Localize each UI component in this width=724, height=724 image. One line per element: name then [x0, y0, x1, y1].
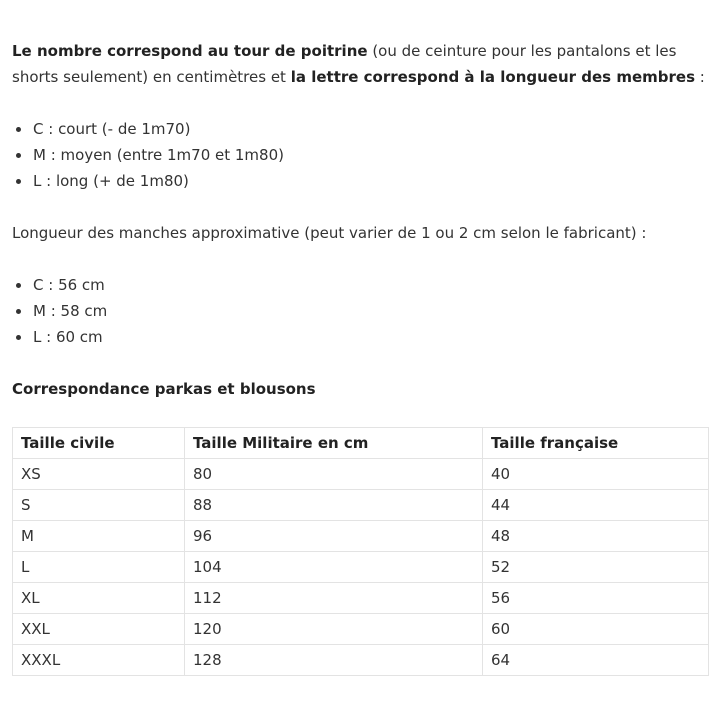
intro-bold-chest: Le nombre correspond au tour de poitrine [12, 42, 368, 60]
cell-civil: M [13, 521, 185, 552]
table-header-row [13, 428, 709, 459]
cell-military: 80 [185, 459, 483, 490]
cell-military: 128 [185, 645, 483, 676]
cell-military: 112 [185, 583, 483, 614]
length-list [12, 116, 712, 194]
cell-civil: S [13, 490, 185, 521]
list-item: C : court (- de 1m70) [33, 116, 712, 142]
header-french-size: Taille française [483, 428, 709, 459]
list-item: M : 58 cm [33, 298, 712, 324]
list-item: M : moyen (entre 1m70 et 1m80) [33, 142, 712, 168]
section-title: Correspondance parkas et blousons [12, 380, 316, 398]
table-row [13, 490, 709, 521]
table-row [13, 521, 709, 552]
list-item: L : 60 cm [33, 324, 712, 350]
intro-text-colon: : [695, 68, 705, 86]
cell-civil: XXXL [13, 645, 185, 676]
cell-french: 44 [483, 490, 709, 521]
cell-civil: XL [13, 583, 185, 614]
cell-french: 40 [483, 459, 709, 490]
cell-military: 88 [185, 490, 483, 521]
cell-military: 104 [185, 552, 483, 583]
header-civil-size: Taille civile [13, 428, 185, 459]
table-row [13, 459, 709, 490]
intro-text-cm: (ou de ceinture pour les pantalons et les shorts seulement) en centimètres et [12, 42, 677, 86]
list-item: C : 56 cm [33, 272, 712, 298]
table-row [13, 645, 709, 676]
list-item: L : long (+ de 1m80) [33, 168, 712, 194]
header-military-size: Taille Militaire en cm [185, 428, 483, 459]
table-row [13, 583, 709, 614]
cell-french: 60 [483, 614, 709, 645]
cell-military: 96 [185, 521, 483, 552]
cell-french: 56 [483, 583, 709, 614]
intro-paragraph [12, 38, 712, 90]
cell-civil: L [13, 552, 185, 583]
sleeves-list [12, 272, 712, 350]
cell-civil: XXL [13, 614, 185, 645]
size-table [12, 427, 709, 676]
cell-french: 64 [483, 645, 709, 676]
intro-bold-letter: la lettre correspond à la longueur des membres [290, 68, 696, 86]
cell-military: 120 [185, 614, 483, 645]
sleeves-paragraph: Longueur des manches approximative (peut varier de 1 ou 2 cm selon le fabricant) : [12, 224, 647, 242]
table-row [13, 552, 709, 583]
cell-french: 52 [483, 552, 709, 583]
table-row [13, 614, 709, 645]
cell-civil: XS [13, 459, 185, 490]
cell-french: 48 [483, 521, 709, 552]
